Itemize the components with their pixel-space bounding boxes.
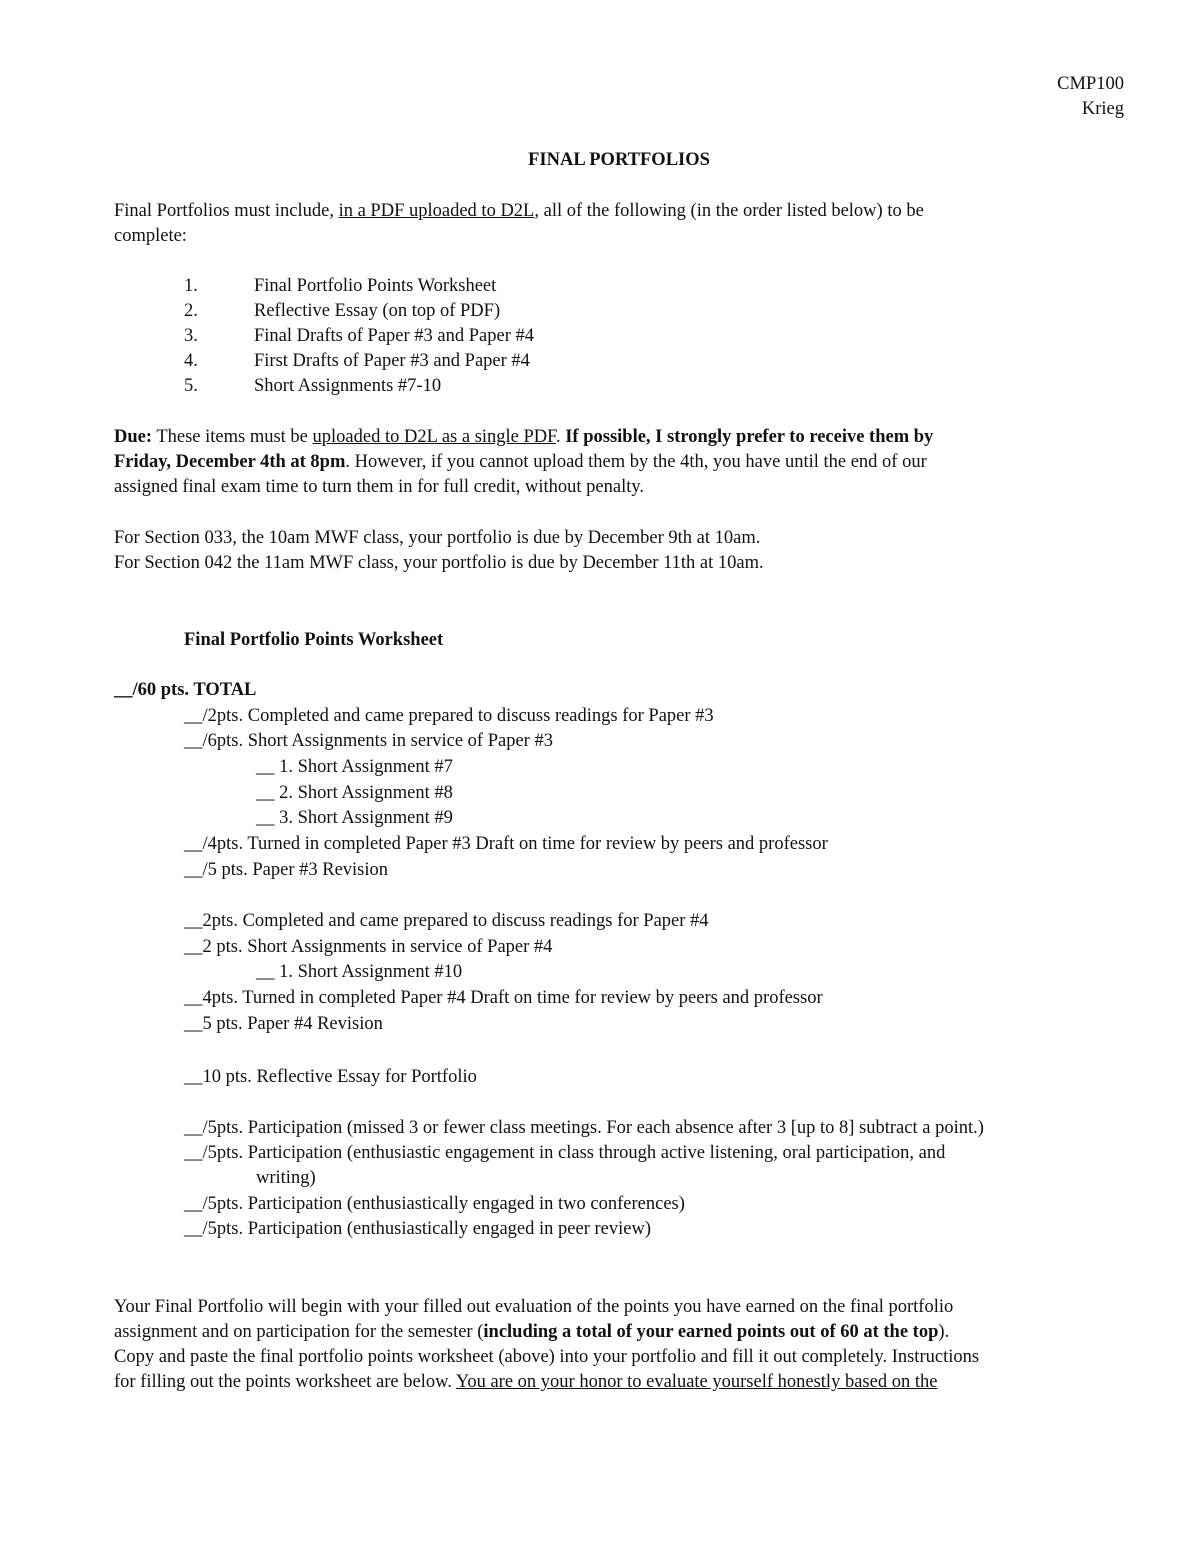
requirement-number: 2. (184, 301, 198, 321)
intro-text-after: , all of the following (in the order listed below) to be (534, 201, 924, 221)
instructor-name: Krieg (1081, 99, 1124, 119)
due-text: . However, if you cannot upload them by the 4th, you have until the end of our (345, 452, 927, 472)
section-deadline: For Section 042 the 11am MWF class, your portfolio is due by December 11th at 10am. (114, 553, 764, 573)
requirement-number: 5. (184, 376, 198, 396)
due-line-2 (114, 450, 927, 475)
requirement-number: 1. (184, 276, 198, 296)
due-line-3: assigned final exam time to turn them in for full credit, without penalty. (114, 477, 645, 497)
closing-bold: including a total of your earned points out of 60 at the top (483, 1322, 939, 1342)
closing-text: ). (938, 1322, 950, 1342)
closing-line-4 (114, 1370, 937, 1395)
worksheet-item: __/5 pts. Paper #3 Revision (184, 860, 389, 880)
requirement-number: 4. (184, 351, 198, 371)
requirement-item (184, 324, 534, 349)
requirement-text: First Drafts of Paper #3 and Paper #4 (254, 351, 530, 371)
worksheet-item: __5 pts. Paper #4 Revision (184, 1014, 383, 1034)
worksheet-subitem: __ 1. Short Assignment #7 (256, 757, 453, 777)
closing-underlined: You are on your honor to evaluate yourself honestly based on the (455, 1372, 938, 1392)
intro-line-2: complete: (114, 226, 187, 246)
worksheet-item: __2pts. Completed and came prepared to discuss readings for Paper #4 (184, 911, 709, 931)
due-bold: If possible, I strongly prefer to receive them by (565, 427, 934, 447)
worksheet-item: __/2pts. Completed and came prepared to discuss readings for Paper #3 (184, 706, 714, 726)
due-underlined: uploaded to D2L as a single PDF (312, 427, 556, 447)
worksheet-subitem: __ 2. Short Assignment #8 (256, 783, 453, 803)
worksheet-item: __/6pts. Short Assignments in service of Paper #3 (184, 731, 553, 751)
requirement-text: Reflective Essay (on top of PDF) (254, 301, 501, 321)
requirement-text: Final Drafts of Paper #3 and Paper #4 (254, 326, 535, 346)
due-text: These items must be (152, 427, 313, 447)
worksheet-item: __/5pts. Participation (enthusiastically engaged in peer review) (184, 1219, 651, 1239)
worksheet-item: __/4pts. Turned in completed Paper #3 Draft on time for review by peers and professor (184, 834, 828, 854)
intro-line-1 (114, 199, 924, 224)
requirement-item (184, 349, 530, 374)
requirement-item (184, 299, 500, 324)
worksheet-item: __4pts. Turned in completed Paper #4 Draft on time for review by peers and professor (184, 988, 823, 1008)
requirement-number: 3. (184, 326, 198, 346)
due-text: . (555, 427, 566, 447)
closing-line-1: Your Final Portfolio will begin with your filled out evaluation of the points you have earned on the final portfolio (114, 1297, 954, 1317)
worksheet-total: __/60 pts. TOTAL (114, 680, 257, 700)
intro-text: Final Portfolios must include, (114, 201, 339, 221)
closing-text: for filling out the points worksheet are below. (114, 1372, 456, 1392)
worksheet-subitem: __ 3. Short Assignment #9 (256, 808, 453, 828)
worksheet-item-continuation: writing) (256, 1168, 316, 1188)
closing-line-2 (114, 1320, 949, 1345)
requirement-item (184, 274, 496, 299)
worksheet-item: __10 pts. Reflective Essay for Portfolio (184, 1067, 477, 1087)
due-deadline: Friday, December 4th at 8pm (114, 452, 346, 472)
document-title: FINAL PORTFOLIOS (528, 150, 710, 170)
requirement-text: Short Assignments #7-10 (254, 376, 442, 396)
worksheet-heading: Final Portfolio Points Worksheet (184, 630, 444, 650)
worksheet-item: __/5pts. Participation (missed 3 or fewer class meetings. For each absence after 3 [up to 8] subtract a point.) (184, 1118, 984, 1138)
requirement-text: Final Portfolio Points Worksheet (254, 276, 497, 296)
worksheet-subitem: __ 1. Short Assignment #10 (256, 962, 463, 982)
worksheet-item: __/5pts. Participation (enthusiastically engaged in two conferences) (184, 1194, 685, 1214)
requirement-item (184, 374, 441, 399)
due-line-1 (114, 425, 933, 450)
intro-underlined: in a PDF uploaded to D2L (338, 201, 535, 221)
closing-line-3: Copy and paste the final portfolio points worksheet (above) into your portfolio and fill it out completely. Instructions (114, 1347, 980, 1367)
closing-text: assignment and on participation for the semester ( (114, 1322, 484, 1342)
worksheet-item: __2 pts. Short Assignments in service of Paper #4 (184, 937, 553, 957)
due-label: Due: (114, 427, 153, 447)
course-code: CMP100 (1057, 74, 1124, 94)
worksheet-item: __/5pts. Participation (enthusiastic engagement in class through active listening, oral participation, and (184, 1143, 946, 1163)
section-deadline: For Section 033, the 10am MWF class, your portfolio is due by December 9th at 10am. (114, 528, 761, 548)
document-page (114, 0, 1124, 1553)
